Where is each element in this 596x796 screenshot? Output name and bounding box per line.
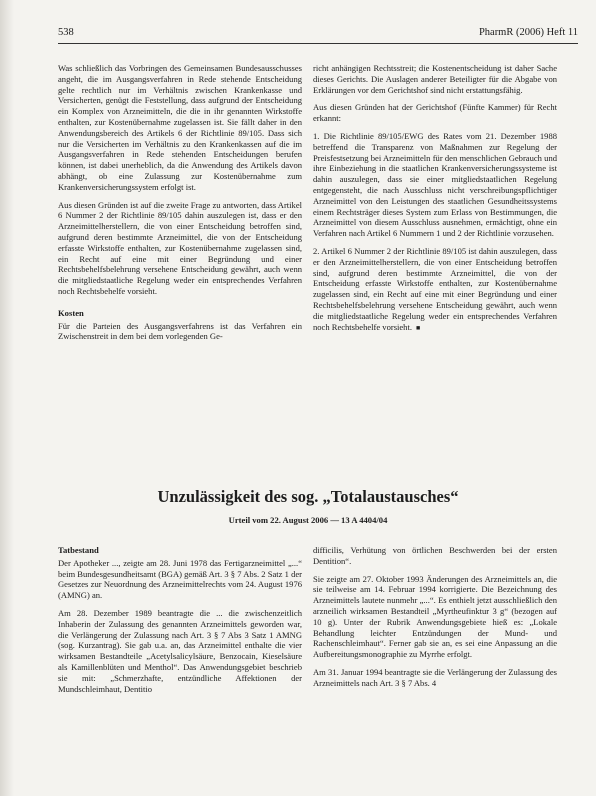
paragraph: Was schließlich das Vorbringen des Gemeinsamen Bundesausschusses angeht, die im Ausgangsverfahren in Rede stehende Entscheidung gelte rechtlich nur im Verhältnis zwischen Krankenkasse und Versicherten, genügt die Feststellung, dass aufgrund der Entscheidung ein Komplex von Arzneimitteln, die die in ihr genannten Wirkstoffe enthalten, zur Kostenübernahme zugelassen ist. Sie fällt daher in den Anwendungsbereich des Artikels 6 der Richtlinie 89/105. Dass sich nur die Versicherten im Verhältnis zu den Krankenkassen auf die im Ausgangsverfahren in Rede stehenden Entscheidungen berufen können, ist dabei unerheblich, da die Anwendung des Artikels davon abhängt, ob eine Zulassung zur Kostenübernahme zum Krankenversicherungssystem erfolgt ist. xyxy=(58,63,302,192)
article-title: Unzulässigkeit des sog. „Totalaustausches“ xyxy=(157,487,459,506)
paragraph: Aus diesen Gründen ist auf die zweite Frage zu antworten, dass Artikel 6 Nummer 2 der Richtlinie 89/105 dahin auszulegen ist, dass er den Arzneimittelherstellern, die von einer Entscheidung betroffen sind, aufgrund deren bestimmte Arzneimittel, die von der Entscheidung erfasste Wirkstoffe enthalten, zur Kostenübernahme zugelassen sind, ein Recht auf eine mit einer Begründung und einer Rechtsbehelfsbelehrung versehene Entscheidung gewährt, auch wenn die mitgliedstaatliche Regelung weder ein entsprechendes Verfahren noch Rechtsbehelfe vorsieht. xyxy=(58,199,302,296)
paragraph: richt anhängigen Rechtsstreit; die Kostenentscheidung ist daher Sache dieses Gerichts. Die Auslagen anderer Beteiligter für die Abgabe von Erklärungen vor dem Gerichtshof sind nicht erstattungsfähig. xyxy=(313,63,557,95)
column-left-top xyxy=(58,63,302,349)
page-edge-shadow xyxy=(0,0,14,796)
ruling-point-2-text: 2. Artikel 6 Nummer 2 der Richtlinie 89/105 ist dahin auszulegen, dass er den Arzneimittelherstellern, die von einer Entscheidung betroffen sind, aufgrund deren bestimmte Arzneimittel, die von der Entscheidung erfasste Wirkstoffe enthalten, zur Kostenübernahme zugelassen sind, ein Recht auf eine mit einer Begründung und einer Rechtsbehelfsbelehrung versehene Entscheidung gewährt, auch wenn die mitgliedstaatliche Regelung weder ein entsprechendes Verfahren noch Rechtsbehelfe vorsieht. xyxy=(313,245,557,332)
journal-reference: PharmR (2006) Heft 11 xyxy=(478,27,578,38)
ruling-point-2 xyxy=(313,246,557,333)
header-rule xyxy=(58,43,578,44)
page-header xyxy=(58,27,578,41)
section-heading-kosten: Kosten xyxy=(58,307,84,318)
paragraph: Für die Parteien des Ausgangsverfahrens ist das Verfahren ein Zwischenstreit in dem bei dem vorlegenden Ge- xyxy=(58,320,302,342)
column-right-top xyxy=(313,63,557,340)
paragraph: difficilis, Verhütung von örtlichen Beschwerden bei der ersten Dentition“. xyxy=(313,545,557,566)
paragraph: Sie zeigte am 27. Oktober 1993 Änderungen des Arzneimittels an, die sie teilweise am 14. Februar 1994 korrigierte. Die Bezeichnung des Arzneimittels lautete nunmehr „...“. Es enthielt jetzt ausschließlich den arzneilich wirksamen Bestandteil „Myrtheufinktur 3 g“ (bezogen auf 10 g). Unter der Rubrik Anwendungsgebiete hieß es: „Lokale Behandlung leichter Entzündungen der Mund- und Rachenschleimhaut“. Ferner gab sie an, es sei eine Anpassung an die Aufbereitungsmonographie zu Myrrhe erfolgt. xyxy=(313,573,557,660)
ruling-point-1: 1. Die Richtlinie 89/105/EWG des Rates vom 21. Dezember 1988 betreffend die Transparenz von Maßnahmen zur Regelung der Preisfestsetzung bei Arzneimitteln für den menschlichen Gebrauch und ihre Einbeziehung in die staatlichen Krankenversicherungssysteme ist dahin auszulegen, dass sie einer mitgliedstaatlichen Regelung entgegensteht, die nach Ausschluss nicht verschreibungspflichtiger Arzneimittel von den Leistungen des staatlichen Gesundheitssystems einem Rechtsträger dieses System zum Erlass von Bestimmungen, die Arzneimittel von diesem Ausschluss ausnehmen, ermächtigt, ohne ein Verfahren nach Artikel 6 Nummern 1 und 2 der Richtlinie vorzusehen. xyxy=(313,130,557,239)
column-right-bottom xyxy=(313,545,557,696)
section-heading-tatbestand: Tatbestand xyxy=(58,545,99,555)
page-number: 538 xyxy=(58,27,74,38)
column-left-bottom xyxy=(58,545,302,701)
paragraph: Aus diesen Gründen hat der Gerichtshof (Fünfte Kammer) für Recht erkannt: xyxy=(313,102,557,124)
end-mark: ■ xyxy=(415,323,421,332)
paragraph: Der Apotheker ..., zeigte am 28. Juni 1978 das Fertigarzneimittel „...“ beim Bundesgesundheitsamt (BGA) gemäß Art. 3 § 7 Abs. 2 Satz 1 der Gesetzes zur Neuordnung des Arzneimittelrechts vom 24. August 1976 (AMNG) an. xyxy=(58,557,302,601)
paragraph: Am 31. Januar 1994 beantragte sie die Verlängerung der Zulassung des Arzneimittels nach Art. 3 § 7 Abs. 4 xyxy=(313,666,557,688)
paragraph: Am 28. Dezember 1989 beantragte die ... die zwischenzeitlich Inhaberin der Zulassung des genannten Arzneimittels geworden war, die Verlängerung der Zulassung nach Art. 3 § 7 Abs 3 Satz 1 AMNG (sog. Kurzantrag). Sie gab u.a. an, das Arzneimittel enthalte die vier wirksamen Bestandteile „Acetylsalicylsäure, Benzocain, Kieselsäure als Kamillenblüten und Menthol“. Das Anwendungsgebiet beschrieb sie mit: „Schmerzhafte, entzündliche Affektionen der Mundschleimhaut, Dentitio xyxy=(58,607,302,694)
article-subtitle: Urteil vom 22. August 2006 — 13 A 4404/04 xyxy=(228,515,388,525)
